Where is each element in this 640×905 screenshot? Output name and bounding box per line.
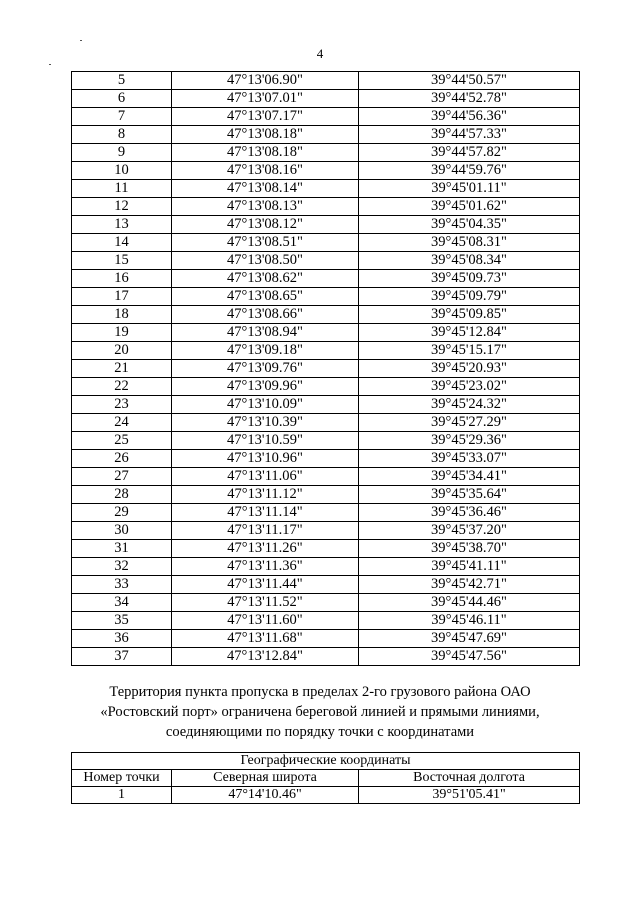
latitude-cell: 47°13'12.84" [172, 648, 359, 666]
point-number-cell: 14 [72, 234, 172, 252]
table-row [72, 378, 580, 396]
point-number-cell: 34 [72, 594, 172, 612]
point-number-cell: 13 [72, 216, 172, 234]
latitude-cell: 47°13'08.16" [172, 162, 359, 180]
point-number-cell: 31 [72, 540, 172, 558]
longitude-cell: 39°45'42.71" [359, 576, 580, 594]
point-number-cell: 23 [72, 396, 172, 414]
table-row [72, 396, 580, 414]
latitude-cell: 47°13'10.09" [172, 396, 359, 414]
latitude-cell: 47°13'08.18" [172, 126, 359, 144]
longitude-cell: 39°44'56.36" [359, 108, 580, 126]
longitude-cell: 39°45'27.29" [359, 414, 580, 432]
latitude-cell: 47°13'08.66" [172, 306, 359, 324]
scan-speck [49, 64, 51, 65]
table-row [72, 144, 580, 162]
table-row [72, 198, 580, 216]
table-row [72, 252, 580, 270]
latitude-cell: 47°13'08.50" [172, 252, 359, 270]
latitude-cell: 47°13'11.36" [172, 558, 359, 576]
longitude-cell: 39°45'24.32" [359, 396, 580, 414]
table-row [72, 414, 580, 432]
point-number-cell: 10 [72, 162, 172, 180]
latitude-cell: 47°13'11.60" [172, 612, 359, 630]
longitude-cell: 39°45'23.02" [359, 378, 580, 396]
point-number-cell: 15 [72, 252, 172, 270]
longitude-cell: 39°44'50.57" [359, 72, 580, 90]
longitude-cell: 39°45'08.31" [359, 234, 580, 252]
geo-coordinates-table [71, 752, 580, 804]
latitude-cell: 47°13'08.62" [172, 270, 359, 288]
longitude-cell: 39°45'09.79" [359, 288, 580, 306]
longitude-cell: 39°45'38.70" [359, 540, 580, 558]
table-row [72, 522, 580, 540]
point-number-cell: 25 [72, 432, 172, 450]
table-row [72, 504, 580, 522]
longitude-cell: 39°45'12.84" [359, 324, 580, 342]
point-number-cell: 35 [72, 612, 172, 630]
table-row [72, 450, 580, 468]
coordinates-table [71, 71, 580, 666]
table-row [72, 72, 580, 90]
col-point-header: Номер точки [72, 770, 172, 787]
point-number-cell: 17 [72, 288, 172, 306]
point-number-cell: 26 [72, 450, 172, 468]
coordinates-table-body [72, 72, 580, 666]
point-number-cell: 12 [72, 198, 172, 216]
table-row [72, 648, 580, 666]
point-number-cell: 29 [72, 504, 172, 522]
point-number-cell: 21 [72, 360, 172, 378]
longitude-cell: 39°45'37.20" [359, 522, 580, 540]
longitude-cell: 39°45'44.46" [359, 594, 580, 612]
table-row [72, 558, 580, 576]
table-row [72, 540, 580, 558]
point-number-cell: 5 [72, 72, 172, 90]
point-number-cell: 7 [72, 108, 172, 126]
territory-caption [0, 682, 640, 742]
table-row [72, 432, 580, 450]
latitude-cell: 47°13'06.90" [172, 72, 359, 90]
table-row [72, 90, 580, 108]
latitude-cell: 47°13'08.14" [172, 180, 359, 198]
point-number-cell: 24 [72, 414, 172, 432]
caption-line: Территория пункта пропуска в пределах 2-го грузового района ОАО [109, 684, 531, 700]
latitude-cell: 47°13'08.12" [172, 216, 359, 234]
point-number-cell: 22 [72, 378, 172, 396]
point-number-cell: 32 [72, 558, 172, 576]
latitude-cell: 47°13'09.96" [172, 378, 359, 396]
point-number-cell: 16 [72, 270, 172, 288]
longitude-cell: 39°45'47.56" [359, 648, 580, 666]
longitude-cell: 39°45'47.69" [359, 630, 580, 648]
point-number-cell: 37 [72, 648, 172, 666]
latitude-cell: 47°13'11.12" [172, 486, 359, 504]
longitude-cell: 39°44'52.78" [359, 90, 580, 108]
latitude-cell: 47°13'07.17" [172, 108, 359, 126]
table-row [72, 360, 580, 378]
longitude-cell: 39°45'36.46" [359, 504, 580, 522]
geo-table-column-headers [72, 770, 580, 787]
longitude-cell: 39°45'15.17" [359, 342, 580, 360]
longitude-cell: 39°44'57.33" [359, 126, 580, 144]
table-row [72, 306, 580, 324]
longitude-cell: 39°45'01.62" [359, 198, 580, 216]
longitude-cell: 39°45'41.11" [359, 558, 580, 576]
point-number-cell: 6 [72, 90, 172, 108]
point-number-cell: 36 [72, 630, 172, 648]
longitude-cell: 39°45'35.64" [359, 486, 580, 504]
latitude-cell: 47°13'11.52" [172, 594, 359, 612]
caption-line: «Ростовский порт» ограничена береговой линией и прямыми линиями, [100, 704, 540, 720]
latitude-cell: 47°13'11.06" [172, 468, 359, 486]
latitude-cell: 47°13'08.18" [172, 144, 359, 162]
longitude-cell: 39°45'09.85" [359, 306, 580, 324]
page-number: 4 [316, 46, 324, 61]
latitude-cell: 47°14'10.46" [172, 787, 359, 804]
table-row [72, 324, 580, 342]
caption-line: соединяющими по порядку точки с координатами [165, 724, 475, 740]
scan-speck [80, 40, 82, 41]
table-row [72, 787, 580, 804]
col-lon-header: Восточная долгота [359, 770, 580, 787]
table-row [72, 576, 580, 594]
latitude-cell: 47°13'08.51" [172, 234, 359, 252]
latitude-cell: 47°13'10.96" [172, 450, 359, 468]
longitude-cell: 39°45'08.34" [359, 252, 580, 270]
longitude-cell: 39°45'34.41" [359, 468, 580, 486]
point-number-cell: 27 [72, 468, 172, 486]
latitude-cell: 47°13'11.17" [172, 522, 359, 540]
longitude-cell: 39°45'33.07" [359, 450, 580, 468]
latitude-cell: 47°13'07.01" [172, 90, 359, 108]
table-row [72, 180, 580, 198]
longitude-cell: 39°45'46.11" [359, 612, 580, 630]
table-row [72, 288, 580, 306]
point-number-cell: 1 [72, 787, 172, 804]
longitude-cell: 39°51'05.41" [359, 787, 580, 804]
table-row [72, 342, 580, 360]
point-number-cell: 20 [72, 342, 172, 360]
latitude-cell: 47°13'11.26" [172, 540, 359, 558]
latitude-cell: 47°13'08.65" [172, 288, 359, 306]
table-row [72, 468, 580, 486]
geo-table-header: Географические координаты [72, 753, 580, 770]
table-row [72, 162, 580, 180]
latitude-cell: 47°13'11.14" [172, 504, 359, 522]
table-row [72, 486, 580, 504]
latitude-cell: 47°13'11.44" [172, 576, 359, 594]
latitude-cell: 47°13'08.94" [172, 324, 359, 342]
table-row [72, 126, 580, 144]
longitude-cell: 39°44'59.76" [359, 162, 580, 180]
geo-table-header-row [72, 753, 580, 770]
latitude-cell: 47°13'09.18" [172, 342, 359, 360]
table-row [72, 108, 580, 126]
point-number-cell: 11 [72, 180, 172, 198]
point-number-cell: 18 [72, 306, 172, 324]
point-number-cell: 19 [72, 324, 172, 342]
latitude-cell: 47°13'08.13" [172, 198, 359, 216]
longitude-cell: 39°45'09.73" [359, 270, 580, 288]
geo-table-body [72, 753, 580, 804]
table-row [72, 612, 580, 630]
table-row [72, 630, 580, 648]
latitude-cell: 47°13'10.39" [172, 414, 359, 432]
table-row [72, 270, 580, 288]
longitude-cell: 39°45'20.93" [359, 360, 580, 378]
latitude-cell: 47°13'11.68" [172, 630, 359, 648]
table-row [72, 594, 580, 612]
point-number-cell: 30 [72, 522, 172, 540]
point-number-cell: 8 [72, 126, 172, 144]
point-number-cell: 9 [72, 144, 172, 162]
longitude-cell: 39°44'57.82" [359, 144, 580, 162]
latitude-cell: 47°13'09.76" [172, 360, 359, 378]
table-row [72, 234, 580, 252]
longitude-cell: 39°45'29.36" [359, 432, 580, 450]
longitude-cell: 39°45'01.11" [359, 180, 580, 198]
col-lat-header: Северная широта [172, 770, 359, 787]
point-number-cell: 28 [72, 486, 172, 504]
point-number-cell: 33 [72, 576, 172, 594]
latitude-cell: 47°13'10.59" [172, 432, 359, 450]
longitude-cell: 39°45'04.35" [359, 216, 580, 234]
table-row [72, 216, 580, 234]
